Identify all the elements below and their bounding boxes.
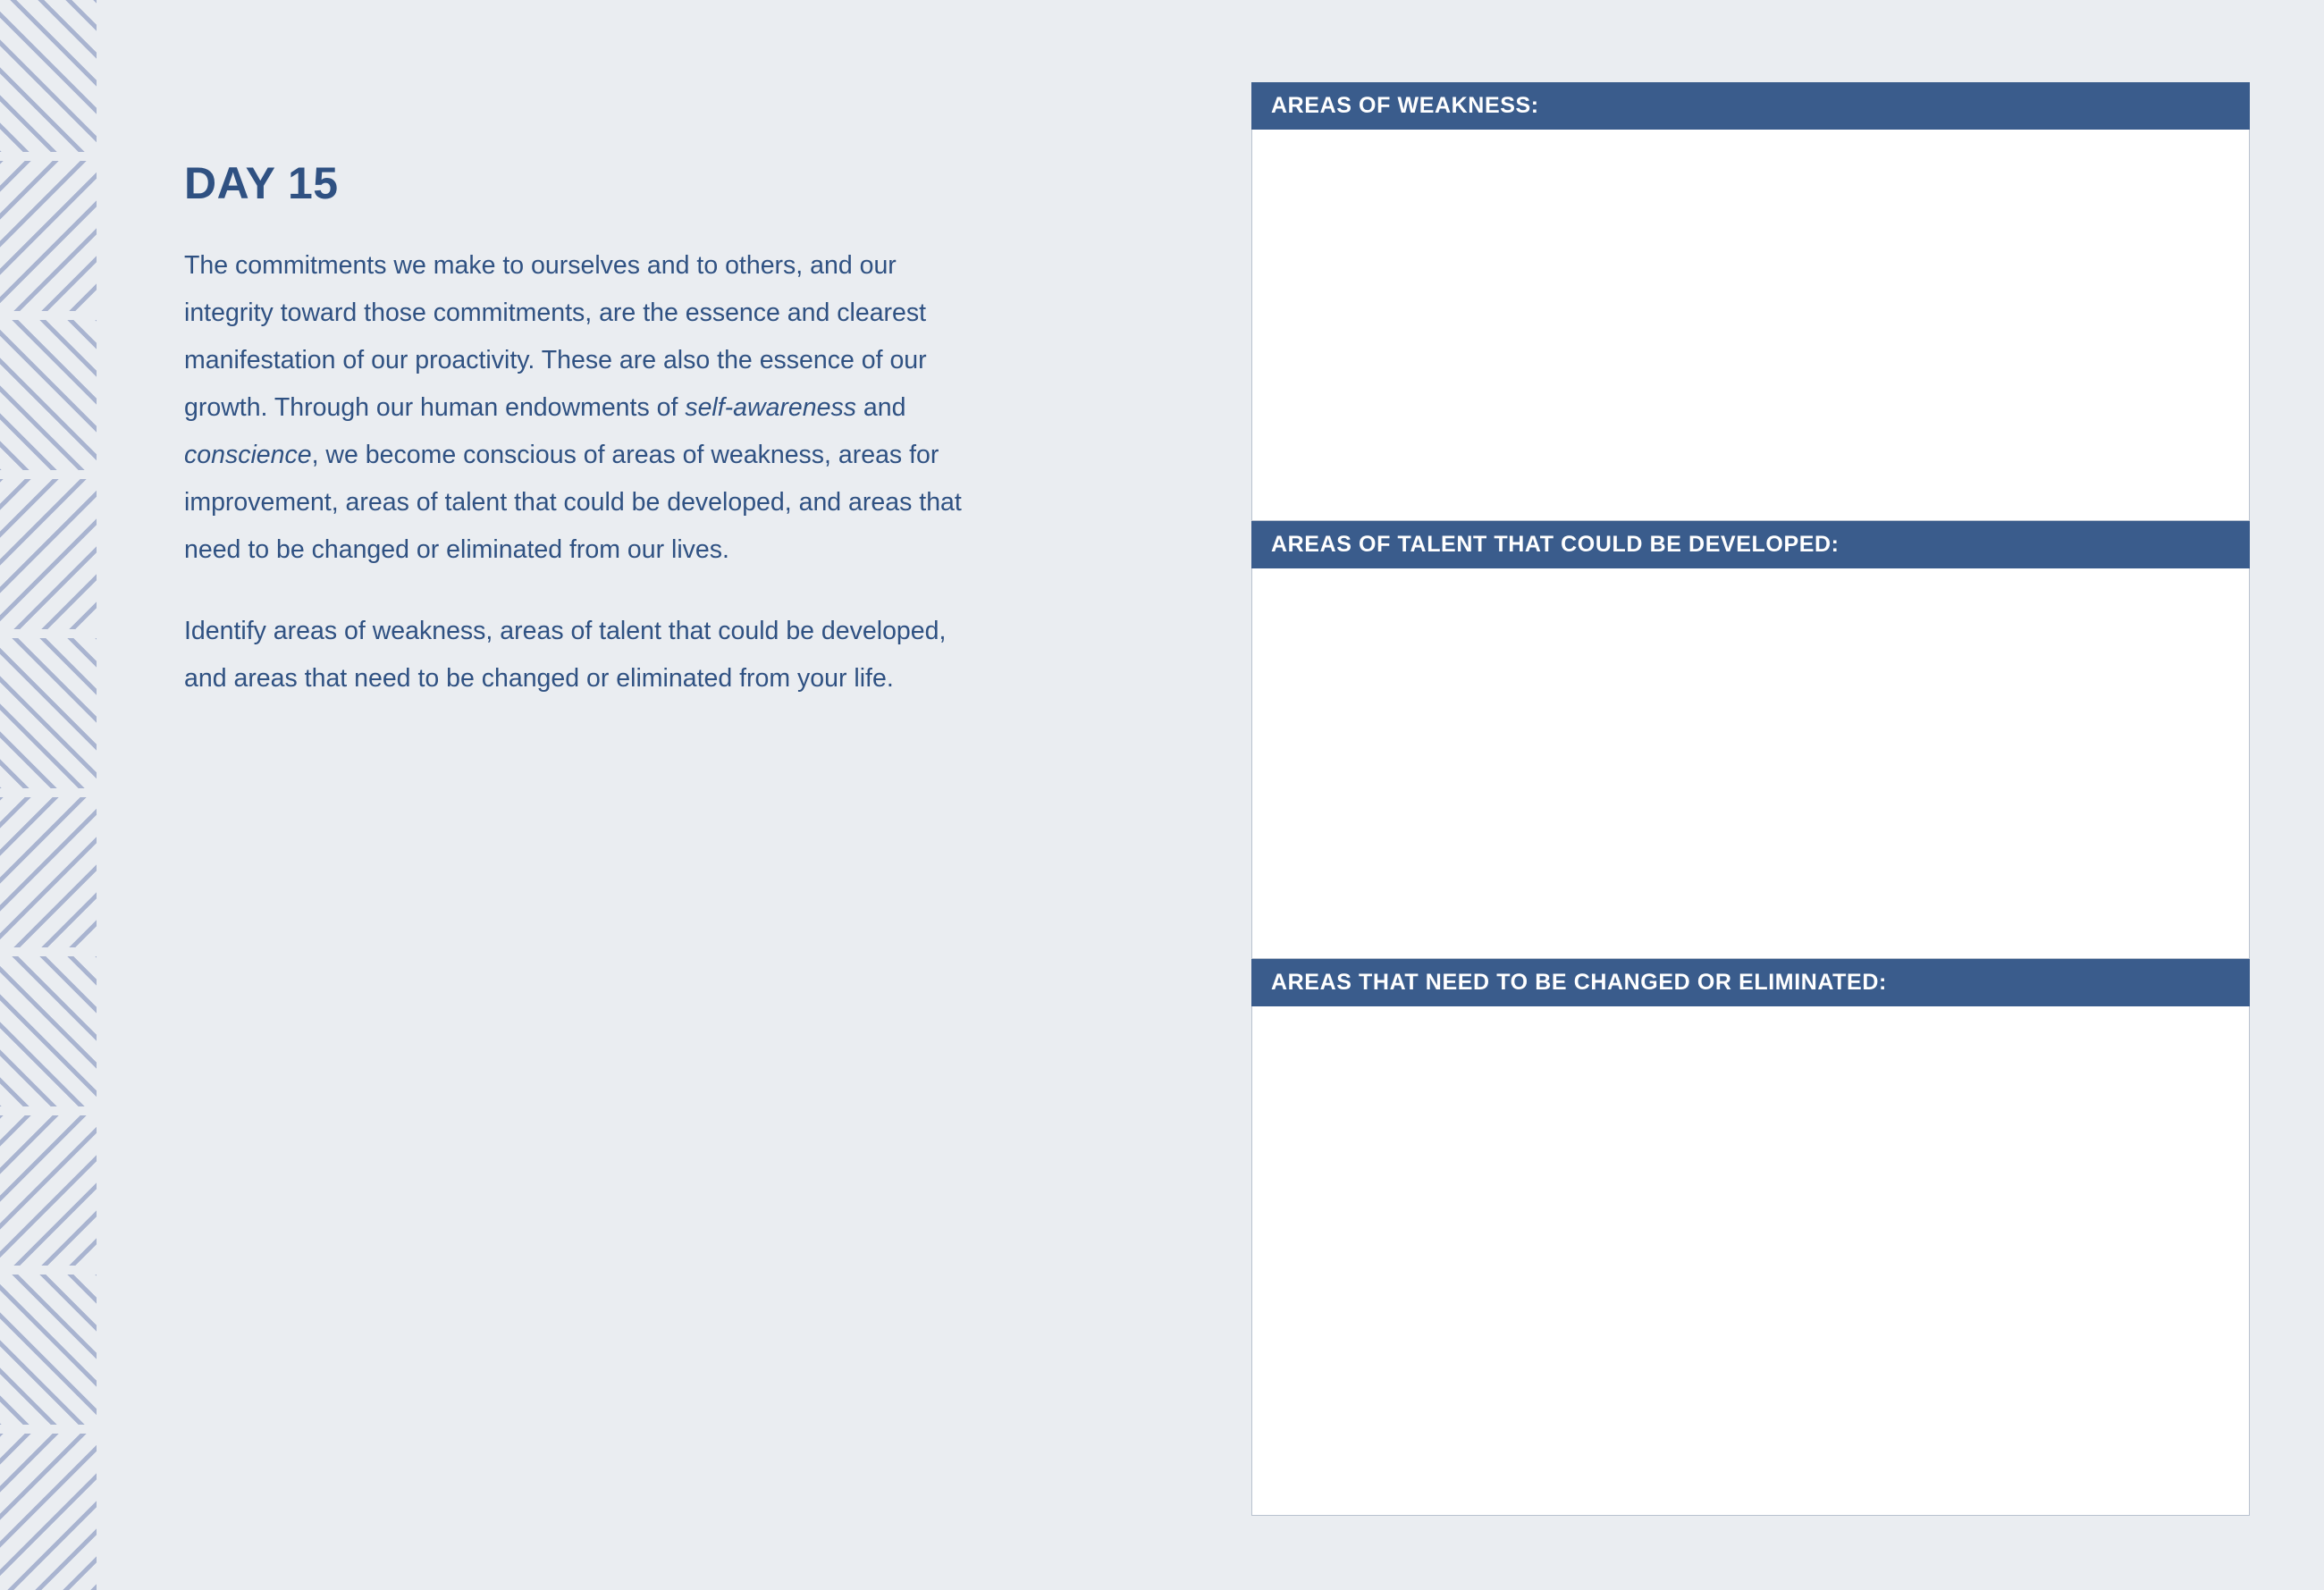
- block-header-talent: AREAS OF TALENT THAT COULD BE DEVELOPED:: [1251, 521, 2250, 568]
- intro-paragraph-tail: , we become conscious of areas of weakness, areas for improvement, areas of talent that could be developed, and areas that need to be changed or eliminated from our lives.: [184, 441, 962, 564]
- stripe-tile: [0, 636, 97, 795]
- instruction-column: [184, 159, 1015, 736]
- intro-paragraph: [184, 242, 980, 574]
- answer-field-talent[interactable]: [1251, 568, 2250, 959]
- worksheet-block-changed: [1251, 959, 2250, 1516]
- stripe-tile: [0, 795, 97, 955]
- stripe-tile: [0, 318, 97, 477]
- decorative-stripe-band: [0, 0, 97, 1590]
- stripe-tile: [0, 159, 97, 318]
- block-header-weakness: AREAS OF WEAKNESS:: [1251, 82, 2250, 130]
- intro-paragraph-lead: The commitments we make to ourselves and to others, and our integrity toward those commitments, are the essence and clearest manifestation of our proactivity. These are also the essence of our growth. Through our human endowments of: [184, 251, 927, 422]
- worksheet-block-talent: [1251, 521, 2250, 959]
- stripe-tile: [0, 955, 97, 1114]
- answer-field-changed[interactable]: [1251, 1006, 2250, 1516]
- stripe-tile: [0, 1432, 97, 1590]
- block-header-changed: AREAS THAT NEED TO BE CHANGED OR ELIMINATED:: [1251, 959, 2250, 1006]
- worksheet-panel: [1251, 82, 2250, 1516]
- stripe-tile: [0, 1273, 97, 1432]
- intro-paragraph-conjunction: and: [855, 393, 906, 422]
- stripe-tile: [0, 1114, 97, 1273]
- emphasis-conscience: conscience: [184, 441, 312, 469]
- page-title: DAY 15: [184, 158, 339, 208]
- emphasis-self-awareness: self-awareness: [685, 393, 856, 422]
- answer-field-weakness[interactable]: [1251, 130, 2250, 521]
- worksheet-block-weakness: [1251, 82, 2250, 521]
- stripe-tile: [0, 477, 97, 636]
- stripe-tile: [0, 0, 97, 159]
- prompt-paragraph: Identify areas of weakness, areas of talent that could be developed, and areas that need to be changed or eliminated from your life.: [184, 617, 947, 693]
